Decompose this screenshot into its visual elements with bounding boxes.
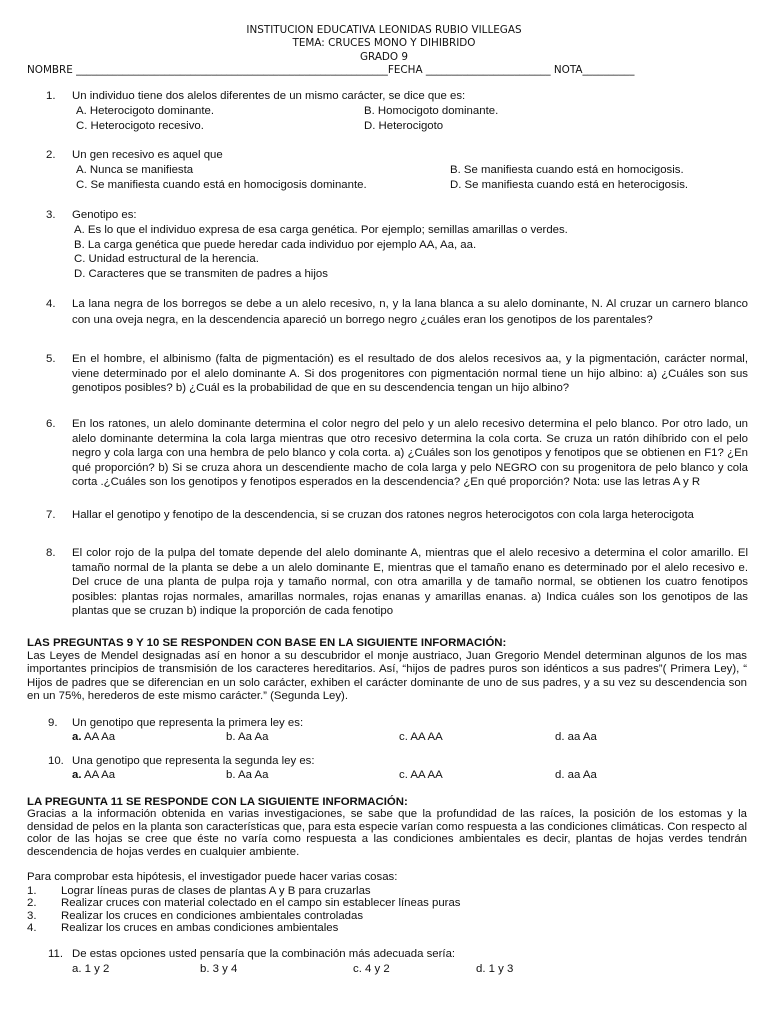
option-c: c. AA AA [399,769,443,781]
question-text: Una genotipo que representa la segunda ley es: [72,755,315,767]
question-number: 9. [48,717,58,729]
question-number: 7. [46,509,56,521]
question-2 [46,148,748,193]
option-a-letter: a. [72,769,82,781]
option-a-letter: a. [72,731,82,743]
option-c: c. 4 y 2 [353,963,390,975]
question-text: En los ratones, un alelo dominante determina el color negro del pelo y un alelo recesivo determina el pelo blanco. Por otro lado, un alelo dominante determina la cola larga mientras que otro recesivo determina la cola corta. Se cruza un ratón dihíbrido con el pelo negro y cola larga con una hembra de pelo blanco y cola corta. a) ¿Cuáles son los genotipos y fenotipos que se obtienen en F1? ¿En qué proporción? b) Si se cruza ahora un descendiente macho de cola larga y pelo NEGRO con su progenitora de pelo blanco y cola corta .¿Cuáles son los genotipos y fenotipos esperados en la descendencia? ¿En qué proporción? Nota: use las letras A y R [72,418,748,489]
option-b: B. Se manifiesta cuando está en homocigosis. [450,164,684,176]
option-d: D. Heterocigoto [364,120,444,132]
name-date-grade-line: NOMBRE ____________________________________________________________FECHA ________________________ NOTA__________ [27,64,635,76]
option-b: B. Homocigoto dominante. [364,105,499,117]
grade-label: GRADO 9 [359,51,409,63]
school-name: INSTITUCION EDUCATIVA LEONIDAS RUBIO VILLEGAS [246,24,522,36]
list-item-text: Realizar los cruces en condiciones ambientales controladas [61,909,364,922]
option-d: d. aa Aa [555,769,597,781]
list-item-text: Lograr líneas puras de clases de plantas A y B para cruzarlas [61,885,371,897]
option-d: d. aa Aa [555,731,597,743]
question-8 [46,546,748,619]
question-text: La lana negra de los borregos se debe a un alelo recesivo, n, y la lana blanca a su alelo dominante, N. Al cruzar un carnero blanco con una oveja negra, en la descendencia apareció un borrego negro ¿cuáles eran los genotipos de los parentales? [72,298,748,326]
section-heading-11: LA PREGUNTA 11 SE RESPONDE CON LA SIGUIENTE INFORMACIÓN: [27,796,408,808]
option-a-text: AA Aa [81,769,116,781]
list-item-text: Realizar los cruces en ambas condiciones ambientales [61,922,339,935]
option-a [72,768,115,783]
option-b: b. Aa Aa [226,769,269,781]
option-b: B. La carga genética que puede heredar cada individuo por ejemplo AA, Aa, aa. [74,239,477,251]
option-a: A. Es lo que el individuo expresa de esa carga genética. Por ejemplo; semillas amarillas o verdes. [74,224,568,236]
option-c: C. Se manifiesta cuando está en homocigosis dominante. [76,179,367,191]
question-text: Hallar el genotipo y fenotipo de la descendencia, si se cruzan dos ratones negros heterocigotos con cola larga heterocigota [72,509,694,521]
question-text: De estas opciones usted pensaría que la combinación más adecuada sería: [72,948,456,960]
question-number: 8. [46,547,56,559]
option-c: c. AA AA [399,731,443,743]
section-heading-9-10: LAS PREGUNTAS 9 Y 10 SE RESPONDEN CON BASE EN LA SIGUIENTE INFORMACIÓN: [27,637,507,649]
option-b: b. 3 y 4 [200,963,238,975]
option-d: d. 1 y 3 [476,963,514,975]
option-a [72,730,115,745]
option-b: b. Aa Aa [226,731,269,743]
question-number: 4. [46,298,56,310]
question-text: Un gen recesivo es aquel que [72,149,223,161]
list-item-number: 1. [27,885,37,897]
question-5 [46,352,748,396]
hypothesis-intro: Para comprobar esta hipótesis, el investigador puede hacer varias cosas: [27,871,398,883]
question-10 [48,754,748,784]
question-11 [48,947,748,977]
question-number: 10. [48,755,64,767]
option-d: D. Se manifiesta cuando está en heterocigosis. [450,179,689,191]
question-text: Un individuo tiene dos alelos diferentes de un mismo carácter, se dice que es: [72,90,466,102]
list-item-number: 2. [27,897,37,910]
question-text: Genotipo es: [72,209,137,221]
option-c: C. Heterocigoto recesivo. [76,120,204,132]
exam-topic: TEMA: CRUCES MONO Y DIHIBRIDO [292,37,476,49]
list-item-text: Realizar cruces con material colectado en el campo sin establecer líneas puras [61,897,461,910]
question-3 [46,208,748,283]
question-text: Un genotipo que representa la primera ley es: [72,717,304,729]
option-d: D. Caracteres que se transmiten de padres a hijos [74,268,328,280]
list-item-number: 3. [27,909,37,922]
question-number: 1. [46,90,56,102]
option-a: A. Nunca se manifiesta [76,164,194,176]
question-7 [46,508,748,523]
question-4 [46,297,748,328]
list-item-number: 4. [27,922,37,935]
question-6 [46,417,748,490]
question-1 [46,89,748,134]
option-a-text: AA Aa [81,731,116,743]
question-number: 5. [46,353,56,365]
section-paragraph-9-10: Las Leyes de Mendel designadas así en honor a su descubridor el monje austriaco, Juan Gregorio Mendel determinan algunos de los mas importantes principios de transmisión de los caracteres hereditarios. Así, “hijos de padres puros son idénticos a sus padres”( Primera Ley), “ Hijos de padres que se diferencian en un solo carácter, exhiben el carácter dominante de uno de sus padres, y a su vez su descendencia son en un 75%, herederos de este mismo carácter.” (Segunda Ley). [27,650,747,703]
option-a: a. 1 y 2 [72,963,110,975]
option-a: A. Heterocigoto dominante. [76,105,215,117]
question-number: 2. [46,149,56,161]
question-9 [48,716,748,746]
question-number: 6. [46,418,56,430]
question-text: El color rojo de la pulpa del tomate depende del alelo dominante A, mientras que el alelo recesivo a determina el color amarillo. El tamaño normal de la planta se debe a un alelo dominante E, mientras que el tamaño enano es determinado por el alelo recesivo e. Del cruce de una planta de pulpa roja y tamaño normal, con otra amarilla y de tamaño normal, se obtienen los cuatro fenotipos posibles: plantas rojas normales, amarillas normales, rojas enanas y amarillas enanas. a) Indica cuáles son los genotipos de las plantas que se cruzan b) indique la proporción de cada fenotipo [72,547,748,618]
question-number: 3. [46,209,56,221]
section-paragraph-11: Gracias a la información obtenida en varias investigaciones, se sabe que la profundidad de las raíces, la posición de los estomas y la densidad de pelos en la planta son características que, para esta especie varían como respuesta a las condiciones climáticas. Con respecto al color de las hojas se cree que éste no varía como respuesta a las condiciones ambientales es decir, plantas de hojas verdes tendrán descendencia de hojas verdes en cualquier ambiente. [27,808,747,858]
question-text: En el hombre, el albinismo (falta de pigmentación) es el resultado de dos alelos recesivos aa, y la pigmentación, carácter normal, viene determinado por el alelo dominante A. Si dos progenitores con pigmentación normal tiene un hijo albino: a) ¿Cuáles son sus genotipos posibles? b) ¿Cuál es la probabilidad de que en su descendencia tengan un hijo albino? [72,353,748,395]
question-number: 11. [48,948,63,960]
option-c: C. Unidad estructural de la herencia. [74,253,259,265]
